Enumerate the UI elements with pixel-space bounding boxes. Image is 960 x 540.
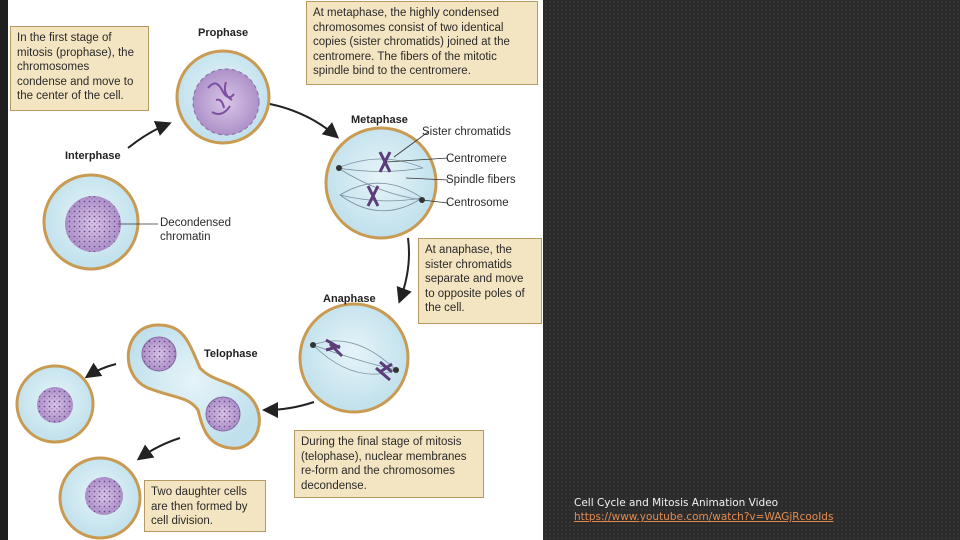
caption-link[interactable]: https://www.youtube.com/watch?v=WAGjRcooIds: [574, 511, 834, 523]
daughter-cell-top: [17, 366, 93, 442]
daughter-cells-callout: Two daughter cells are then formed by cell division.: [144, 480, 266, 532]
daughter-cell-bottom: [60, 458, 140, 538]
label-sister-chromatids: Sister chromatids: [422, 126, 511, 138]
anaphase-callout: At anaphase, the sister chromatids separate and move to opposite poles of the cell.: [418, 238, 542, 324]
interphase-cell: [44, 175, 138, 269]
decondensed-line-1: Decondensed: [160, 217, 231, 229]
metaphase-cell: [326, 128, 436, 238]
video-caption: [574, 496, 944, 524]
label-spindle-fibers: Spindle fibers: [446, 174, 516, 186]
label-centrosome: Centrosome: [446, 197, 509, 209]
telophase-callout: During the final stage of mitosis (telophase), nuclear membranes re-form and the chromosomes decondense.: [294, 430, 484, 498]
prophase-cell: [177, 51, 269, 143]
label-prophase: Prophase: [198, 27, 249, 39]
telophase-cell: [128, 325, 259, 448]
slide-left-strip: [0, 0, 8, 540]
mitosis-figure: [8, 0, 543, 540]
label-metaphase: Metaphase: [351, 114, 408, 126]
label-centromere: Centromere: [446, 153, 507, 165]
label-anaphase: Anaphase: [323, 293, 376, 305]
label-decondensed-chromatin: [160, 216, 231, 244]
anaphase-cell: [300, 304, 408, 412]
caption-title: Cell Cycle and Mitosis Animation Video: [574, 497, 779, 509]
prophase-callout: In the first stage of mitosis (prophase), the chromosomes condense and move to the center of the cell.: [10, 26, 149, 111]
label-telophase: Telophase: [204, 348, 258, 360]
decondensed-line-2: chromatin: [160, 231, 211, 243]
label-interphase: Interphase: [65, 150, 121, 162]
metaphase-callout: At metaphase, the highly condensed chromosomes consist of two identical copies (sister chromatids) joined at the centromere. The fibers of the mitotic spindle bind to the centromere.: [306, 1, 538, 85]
